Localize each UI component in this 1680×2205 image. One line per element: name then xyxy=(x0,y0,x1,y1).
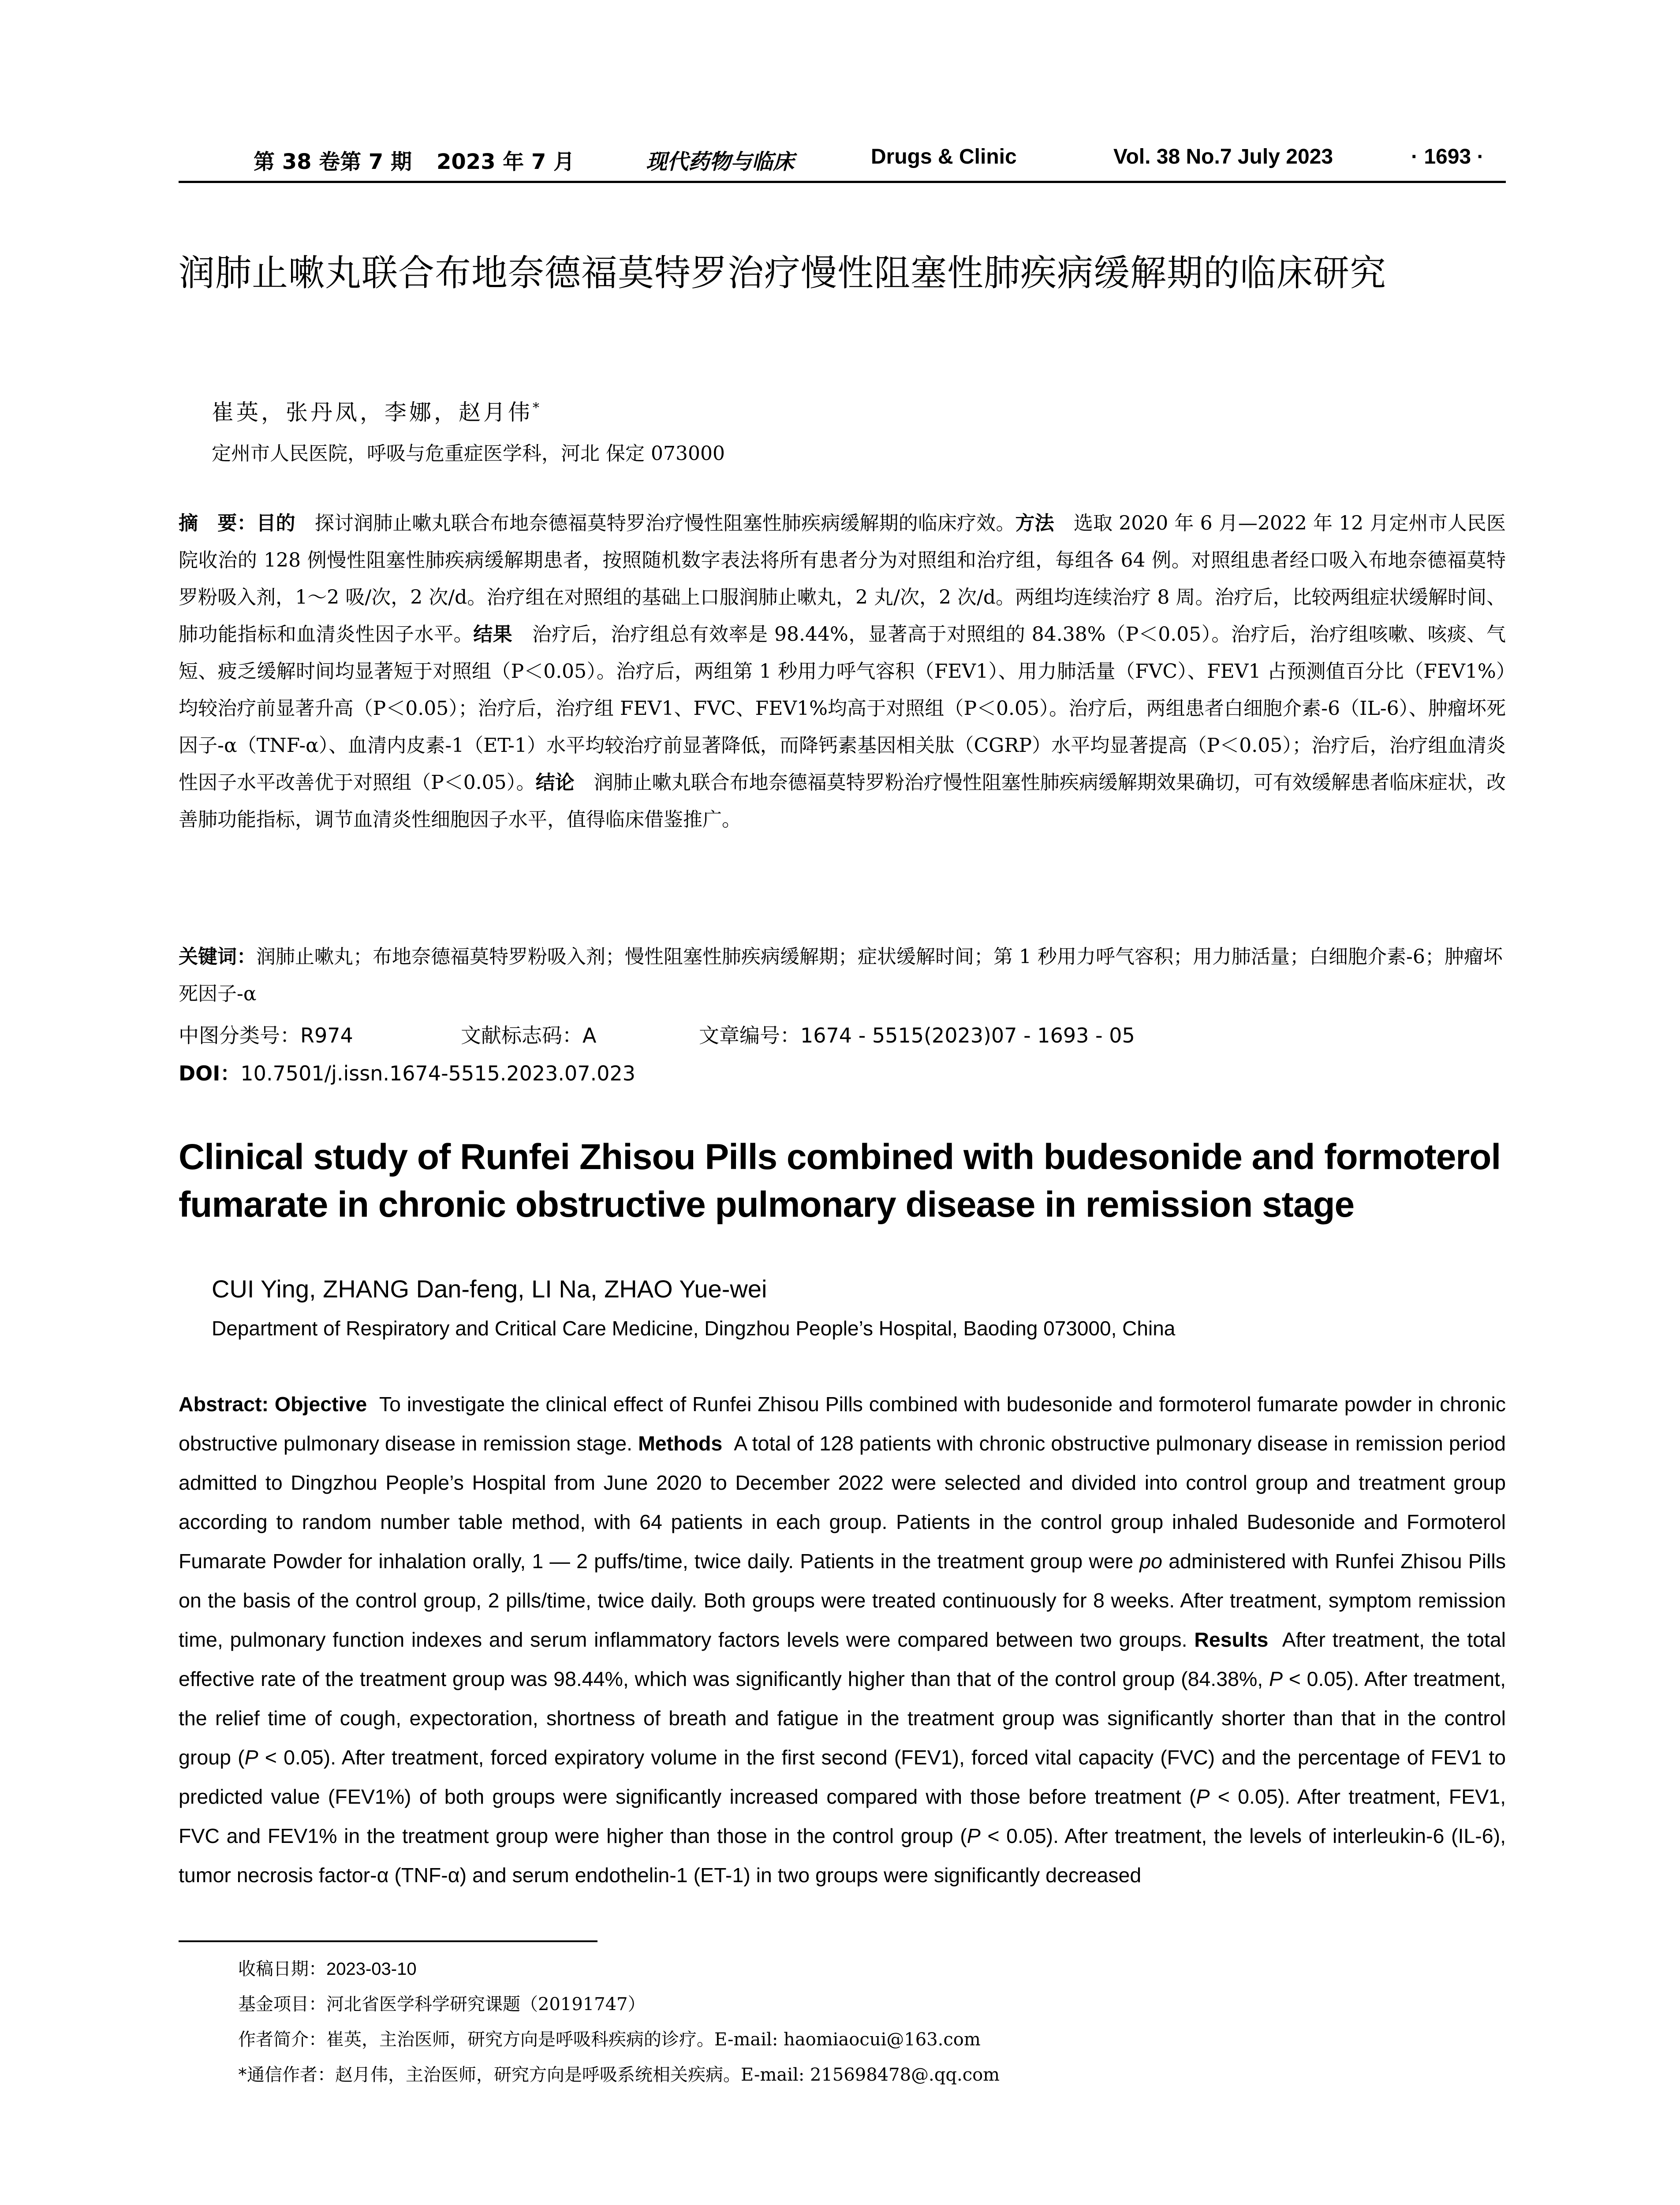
header-volume-cn: 第 38 卷第 7 期 xyxy=(254,149,412,174)
abstract-cn xyxy=(179,505,1506,838)
doi-label: DOI： xyxy=(179,1061,241,1085)
document-code: 文献标志码：A xyxy=(461,1024,597,1047)
methods-label-cn: 方法 xyxy=(1015,512,1054,534)
methods-en-b: administered with Runfei Zhisou Pills on the basis of the control group, 2 pills/time, twice daily. Both groups were treated continuously for 8 weeks. After treatment, symptom remission time, pulmonary function indexes and serum inflammatory factors levels were compared between two groups. xyxy=(179,1550,1506,1651)
results-en-5: < 0.05). After treatment, the levels of interleukin-6 (IL-6), tumor necrosis factor-α (TNF-α) and serum endothelin-1 (ET-1) in two groups were significantly decreased xyxy=(179,1824,1506,1887)
header-page-number: · 1693 · xyxy=(1411,145,1484,168)
methods-label-en: Methods xyxy=(638,1432,723,1455)
conclusion-label-cn: 结论 xyxy=(535,771,575,794)
footnote-corresponding xyxy=(238,2057,1000,2093)
objective-cn: 探讨润肺止嗽丸联合布地奈德福莫特罗治疗慢性阻塞性肺疾病缓解期的临床疗效。 xyxy=(314,512,1015,534)
received-label: 收稿日期： xyxy=(238,1959,326,1979)
title-en: Clinical study of Runfei Zhisou Pills combined with budesonide and formoterol fumarate in chronic obstructive pulmonary disease in remission stage xyxy=(179,1137,1501,1225)
running-header xyxy=(179,132,1506,183)
doi-value: 10.7501/j.issn.1674-5515.2023.07.023 xyxy=(240,1061,636,1085)
affiliation-cn: 定州市人民医院，呼吸与危重症医学科，河北 保定 073000 xyxy=(212,442,725,465)
footnote-author xyxy=(238,2022,1000,2057)
results-en-1: After treatment, the total effective rate of the treatment group was 98.44%, which was significantly higher than that of the control group (84.38%, xyxy=(179,1628,1506,1690)
affiliation-en: Department of Respiratory and Critical Care Medicine, Dingzhou People’s Hospital, Baoding 073000, China xyxy=(212,1317,1176,1340)
po-text: po xyxy=(1139,1550,1163,1573)
p-symbol: P xyxy=(1269,1667,1283,1690)
received-date: 2023-03-10 xyxy=(326,1959,417,1979)
p-symbol: P xyxy=(967,1824,981,1847)
methods-en-a: A total of 128 patients with chronic obstructive pulmonary disease in remission period admitted to Dingzhou People’s Hospital from June 2020 to December 2022 were selected and divided into control group and treatment group according to random number table method, with 64 patients in each group. Patients in the control group inhaled Budesonide and Formoterol Fumarate Powder for inhalation orally, 1 — 2 puffs/time, twice daily. Patients in the treatment group were xyxy=(179,1432,1506,1573)
keywords-cn-text: 润肺止嗽丸；布地奈德福莫特罗粉吸入剂；慢性阻塞性肺疾病缓解期；症状缓解时间；第 1 秒用力呼气容积；用力肺活量；白细胞介素-6；肿瘤坏死因子-α xyxy=(179,946,1503,1005)
results-label-cn: 结果 xyxy=(473,623,513,646)
objective-en: To investigate the clinical effect of Runfei Zhisou Pills combined with budesonide and formoterol fumarate powder in chronic obstructive pulmonary disease in remission stage. xyxy=(179,1393,1506,1455)
footnote-fund xyxy=(238,1987,1000,2022)
author-bio-label: 作者简介： xyxy=(238,2029,326,2050)
author-bio: 崔英，主治医师，研究方向是呼吸科疾病的诊疗。E-mail: haomiaocui@163.com xyxy=(326,2029,981,2050)
fund-label: 基金项目： xyxy=(238,1994,326,2014)
header-journal-cn: 现代药物与临床 xyxy=(646,149,795,174)
clc-code: 中图分类号：R974 xyxy=(179,1024,353,1047)
header-journal-en: Drugs & Clinic xyxy=(871,145,1017,168)
p-symbol: P xyxy=(1196,1785,1210,1808)
keywords-cn xyxy=(179,938,1506,1013)
abstract-cn-label: 摘 要： xyxy=(179,512,257,534)
header-volume-en: Vol. 38 No.7 July 2023 xyxy=(1113,145,1333,168)
corresponding-mark: * xyxy=(533,400,542,416)
header-date-cn: 2023 年 7 月 xyxy=(437,149,575,174)
footnote-received xyxy=(238,1951,1000,1987)
abstract-en-label: Abstract: Objective xyxy=(179,1393,367,1416)
methods-cn: 选取 2020 年 6 月—2022 年 12 月定州市人民医院收治的 128 例慢性阻塞性肺疾病缓解期患者，按照随机数字表法将所有患者分为对照组和治疗组，每组各 64 例。对照组患者经口吸入布地奈德福莫特罗粉吸入剂，1～2 吸/次，2 次/d。治疗组在对照组的基础上口服润肺止嗽丸，2 丸/次，2 次/d。两组均连续治疗 8 周。治疗后，比较两组症状缓解时间、肺功能指标和血清炎性因子水平。 xyxy=(179,512,1506,646)
authors-cn xyxy=(212,395,542,426)
results-en-2: < 0.05). After treatment, the relief time of cough, expectoration, shortness of breath and fatigue in the treatment group was significantly shorter than that in the control group ( xyxy=(179,1667,1506,1769)
authors-en: CUI Ying, ZHANG Dan-feng, LI Na, ZHAO Yue-wei xyxy=(212,1275,767,1303)
corresponding-label: *通信作者： xyxy=(238,2065,335,2085)
results-en-3: < 0.05). After treatment, forced expiratory volume in the first second (FEV1), forced vital capacity (FVC) and the percentage of FEV1 to predicted value (FEV1%) of both groups were significantly increased compared with those before treatment ( xyxy=(179,1746,1506,1808)
fund-text: 河北省医学科学研究课题（20191747） xyxy=(326,1994,646,2014)
conclusion-cn: 润肺止嗽丸联合布地奈德福莫特罗粉治疗慢性阻塞性肺疾病缓解期效果确切，可有效缓解患者临床症状，改善肺功能指标，调节血清炎性细胞因子水平，值得临床借鉴推广。 xyxy=(179,771,1506,831)
corresponding-bio: 赵月伟，主治医师，研究方向是呼吸系统相关疾病。E-mail: 215698478@.qq.com xyxy=(335,2065,1000,2085)
doi xyxy=(179,1058,635,1087)
results-label-en: Results xyxy=(1194,1628,1269,1651)
title-cn: 润肺止嗽丸联合布地奈德福莫特罗治疗慢性阻塞性肺疾病缓解期的临床研究 xyxy=(179,252,1387,294)
abstract-en xyxy=(179,1385,1506,1895)
article-number: 文章编号：1674 - 5515(2023)07 - 1693 - 05 xyxy=(699,1024,1135,1047)
results-en-4: < 0.05). After treatment, FEV1, FVC and FEV1% in the treatment group were higher than those in the control group ( xyxy=(179,1785,1506,1847)
keywords-cn-label: 关键词： xyxy=(179,946,256,968)
footnotes xyxy=(238,1951,1000,2093)
results-cn: 治疗后，治疗组总有效率是 98.44%，显著高于对照组的 84.38%（P＜0.05）。治疗后，治疗组咳嗽、咳痰、气短、疲乏缓解时间均显著短于对照组（P＜0.05）。治疗后，两组第 1 秒用力呼气容积（FEV1）、用力肺活量（FVC）、FEV1 占预测值百分比（FEV1%）均较治疗前显著升高（P＜0.05）；治疗后，治疗组 FEV1、FVC、FEV1%均高于对照组（P＜0.05）。治疗后，两组患者白细胞介素-6（IL-6）、肿瘤坏死因子-α（TNF-α）、血清内皮素-1（ET-1）水平均较治疗前显著降低，而降钙素基因相关肽（CGRP）水平均显著提高（P＜0.05）；治疗后，治疗组血清炎性因子水平改善优于对照组（P＜0.05）。 xyxy=(179,623,1506,794)
footnote-divider xyxy=(179,1940,597,1942)
objective-label-cn: 目的 xyxy=(256,512,295,534)
p-symbol: P xyxy=(244,1746,258,1769)
authors-cn-names: 崔英，张丹凤，李娜，赵月伟 xyxy=(212,400,533,425)
